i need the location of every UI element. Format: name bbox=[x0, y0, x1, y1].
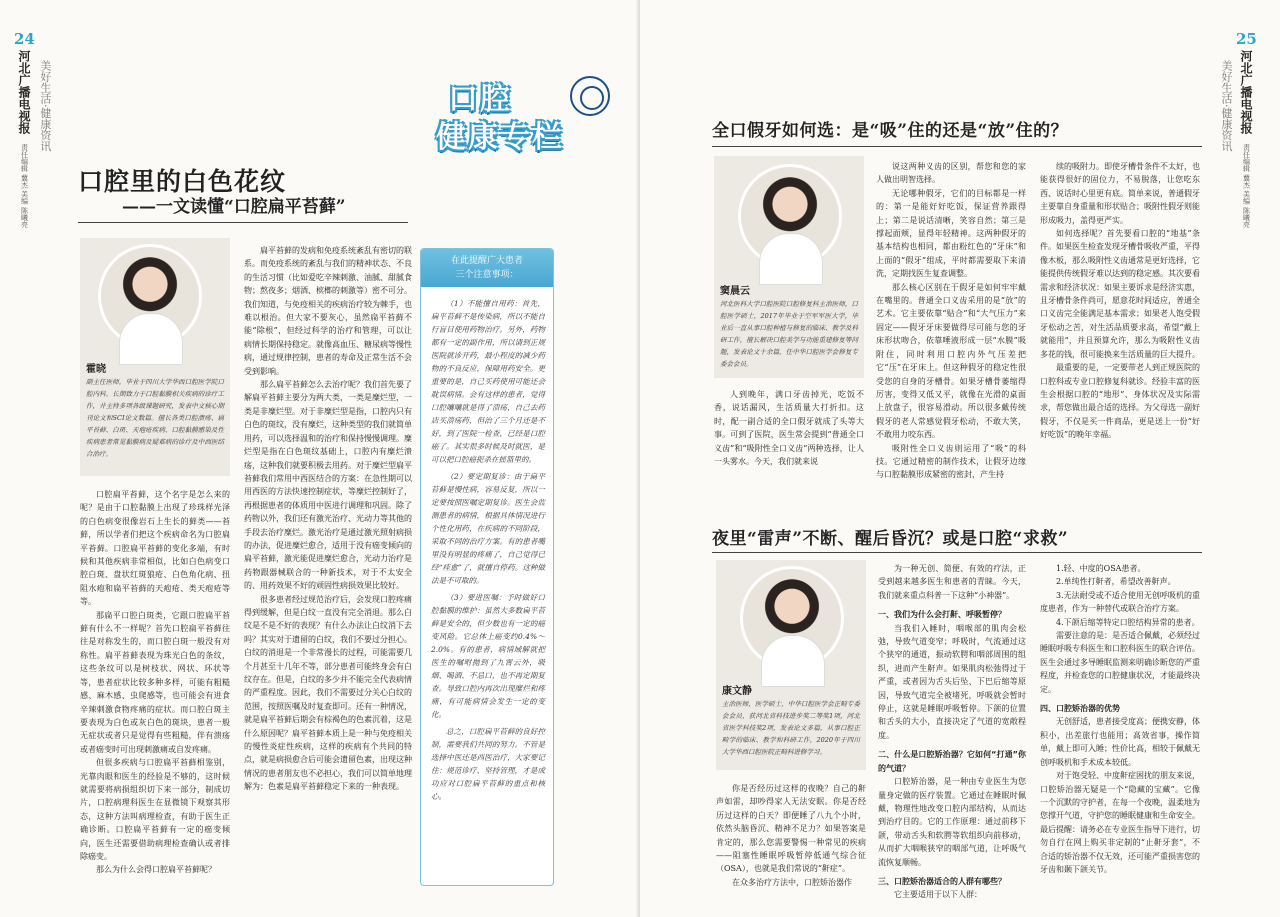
section-heading: 三、口腔矫治器适合的人群有哪些？ bbox=[878, 876, 1006, 886]
left-sidebar bbox=[14, 30, 53, 228]
paragraph: 口腔扁平苔藓，这个名字是怎么来的呢？是由于口腔黏膜上出现了珍珠样光泽的白色病变很像岩石上生长的藓类——苔藓，所以学者们把这个疾病命名为口腔扁平苔藓。口腔扁平苔藓的变化多端，有时候和其他疾病非常相似，比如白色病变口腔白斑、盘状红斑狼疮、白色角化病、扭阻水疱和扁平苔藓的天疱疮、类天疱疮等等。 bbox=[80, 490, 230, 607]
article2-col1 bbox=[716, 782, 866, 894]
list-item: 4.下颌后缩等特定口腔结构异常的患者。 bbox=[1056, 617, 1200, 627]
author-name: 窦晨云 bbox=[720, 286, 750, 297]
tips-head-line1: 在此提醒广大患者 bbox=[450, 256, 523, 266]
logo-line2: 健康专栏 bbox=[436, 120, 564, 155]
title-rule bbox=[78, 222, 408, 223]
paragraph: 最重要的是，一定要带老人到正规医院的口腔科或专业口腔修复科就诊。经验丰富的医生会根据口腔的“地形”、身体状况及实际需求，帮您做出最合适的选择。为父母选一副好假牙，不仅是买一件商品，更是送上一份“好好吃饭”的晚年幸福。 bbox=[1040, 363, 1200, 440]
paragraph: 很多患者经过规范治疗后，会发现口腔疼痛得到缓解，但是白纹一直没有完全消退。那么白纹是不是不好的表现？有什么办法让白纹消下去吗？其实对于遗留的白纹，我们不要过分担心。白纹的消退是一个非常漫长的过程，可能需要几个月甚至十几年不等，部分患者可能终身会有白纹存在。但是，白纹的多少并不能完全代表病情的严重程度。因此，我们不需要过分关心白纹的范围，按照医嘱及时复查即可。还有一种情况，就是扁平苔藓后期会有棕褐色的色素沉着，这是什么原因呢？扁平苔藓本质上是一种与免疫相关的慢性炎症性疾病，这样的疾病有个共同的特点，就是病损愈合后可能会遗留色素，出现这种情况的患者朋友也不必担心，我们可以简单地理解为：色素是扁平苔藓稳定下来的一种表现。 bbox=[244, 594, 412, 792]
tips-header bbox=[421, 249, 553, 287]
paragraph: 那扁平口腔白斑类，它跟口腔扁平苔藓有什么不一样呢？首先口腔扁平苔藓往往是对称发生的，而口腔白斑一般没有对称性。扁平苔藓表现为珠光白色的条纹，这些条纹可以是树枝状、网状、环状等等，患者症状比较多种多样，可能有粗糙感、麻木感、虫爬感等，也可能会有进食辛辣刺激食物疼痛的症状。而口腔白斑主要表现为白色或灰白色的斑块，患者一般无症状或者只是觉得有些粗糙，伴有溃疡或者癌变时可出现刺激痛或自发疼痛。 bbox=[80, 610, 230, 754]
article1-col3 bbox=[1040, 160, 1200, 496]
paragraph: 那么核心区别在于假牙是如何牢牢戴在嘴里的。普通全口义齿采用的是“放”的艺术。它主要依靠“贴合”和“大气压力”来固定——假牙牙床要做得尽可能与您的牙床形状吻合，依靠唾液形成一层“水膜”吸附住，同时利用口腔内外气压差把它“压”在牙床上。但这种假牙的稳定性很受您的自身的牙槽骨。如果牙槽骨萎缩得厉害，变得又低又平，就像在光滑的桌面上放盘子，很容易滑动。所以很多戴传统假牙的老人常感觉假牙松动，不敢大笑，不敢用力咬东西。 bbox=[876, 282, 1026, 440]
article2-author-box bbox=[716, 560, 866, 770]
paragraph: 口腔矫治器，是一种由专业医生为您量身定做的医疗装置。它通过在睡眠时佩戴，物理性地改变口腔内部结构，从而达到治疗目的。它的工作原理：通过前移下颌，带动舌头和软腭等软组织向前移动，从而扩大咽喉狭窄的咽部气道，让呼吸气流恢复顺畅。 bbox=[878, 777, 1026, 867]
right-sidebar bbox=[1218, 30, 1257, 228]
left-col2 bbox=[244, 244, 412, 892]
section-heading: 一、我们为什么会打鼾、呼吸暂停？ bbox=[878, 610, 1006, 620]
paper-name: 河北广播电视报 bbox=[16, 50, 31, 134]
tip-item: 总之，口腔扁平苔藓的良好控制，需要我们共同的努力。不管是选择中医还是西医治疗，大家要记住：规范诊疗、坚持管理，才是成功应对口腔扁平苔藓的重点和核心。 bbox=[431, 727, 545, 801]
author-name: 康文静 bbox=[722, 686, 752, 697]
paragraph: 当我们入睡时，咽喉部的肌肉会松弛，导致气道变窄；呼吸时，气流通过这个狭窄的通道，振动软腭和咽部周围的组织，进而产生鼾声。如果肌肉松弛得过于严重，或者因为舌头后坠、下巴后缩等原因，导致气道完全被堵死，呼吸就会暂时停止，这就是睡眠呼吸暂停。下颌的位置和舌头的大小，直接决定了气道的宽敞程度。 bbox=[878, 623, 1026, 740]
column-logo bbox=[430, 74, 590, 160]
list-item: 2.单纯性打鼾者，希望改善鼾声。 bbox=[1056, 577, 1176, 587]
editors: 责任编辑 冀杰 美编 陈曦亮 bbox=[1242, 144, 1251, 228]
column-name: 美好生活·健康资讯 bbox=[1220, 60, 1233, 152]
tip-item: （2）要定期复诊：由于扁平苔藓是慢性病，容易反复，所以一定要按照医嘱定期复诊。医生会监测患者的病情，根据具体情况进行个性化用药，在疾病的不同阶段，采取不同的治疗方案。有的患者嘴里没有明显的疼痛了，自己觉得已经“痊愈”了，就擅自停药。这种做法是不可取的。 bbox=[431, 472, 545, 585]
left-col1 bbox=[80, 488, 230, 893]
tips-body bbox=[431, 297, 545, 877]
list-item: 3.无法耐受或不适合使用无创呼吸机的重度患者，作为一种替代或联合治疗方案。 bbox=[1040, 590, 1200, 614]
section-heading: 二、什么是口腔矫治器？它如何“打通”你的气道？ bbox=[878, 750, 1026, 773]
tips-box bbox=[420, 248, 554, 886]
page-number: 24 bbox=[14, 30, 35, 48]
page-number: 25 bbox=[1236, 30, 1257, 48]
article2-rule bbox=[712, 552, 1202, 553]
article1-author-box bbox=[714, 156, 864, 378]
tip-item: （3）要进医嘱：予时做好口腔黏膜的维护：虽然大多数扁平苔藓是安全的，但少数也有一定的癌变风险。它总体上癌变约0.4%～2.0%。有的患者，病情域解就把医生的嘱咐抛到了九霄云外，吸烟、喝酒、不忌口，也不再定期复查。导致口腔内再次出现糜烂和疼痛，有可能病情会发生一定的变化。 bbox=[431, 593, 545, 719]
article2-col2 bbox=[878, 562, 1026, 900]
logo-line1: 口腔 bbox=[448, 82, 512, 117]
paragraph: 但很多疾病与口腔扁平苔藓相鉴别，光靠肉眼和医生的经验是不够的，这时候就需要将病损组织切下来一部分，制成切片，口腔病理科医生在显微镜下观察其形态，这种方法叫病理检查，有助于医生正确诊断。口腔扁平苔藓有一定的癌变倾向，医生还需要借助病理检查确认或者排除癌变。 bbox=[80, 758, 230, 861]
paragraph: 人到晚年，满口牙齿掉光，吃饭不香，说话漏风，生活质量大打折扣。这时，配一副合适的全口假牙就成了头等大事。可到了医院，医生常会提到“普通全口义齿”和“吸附性全口义齿”两种选择，让人一头雾水。今天，我们就来说 bbox=[714, 390, 864, 467]
author-photo bbox=[738, 164, 842, 268]
author-bio: 副主任医师，毕业于四川大学华西口腔医学院口腔内科。长期致力于口腔黏膜相关疾病的诊疗工作，并主持多项各级课题研究，发表中文核心期刊论文和SCI论文数篇。擅长各类口腔溃疡、扁平苔藓、白斑、天疱疮疾病、口腔黏膜感染及性疾病患者常见黏膜病及疑难病的诊疗及中西医结合治疗。 bbox=[86, 378, 224, 458]
paragraph: 那么为什么会得口腔扁平苔藓呢？ bbox=[96, 865, 216, 875]
author-box bbox=[80, 238, 230, 476]
paragraph: 在众多治疗方法中，口腔矫治器作 bbox=[732, 877, 852, 887]
paragraph: 无论哪种假牙，它们的目标都是一样的：第一是能好好吃饭，保证营养跟得上；第二是说话清晰，笑容自然；第三是撑起面颊，显得年轻精神。这两种假牙的基本结构也相同，都由粉红色的“牙床”和上面的“假牙”组成，平时都需要取下来清洗，定期找医生复查调整。 bbox=[876, 188, 1026, 279]
article1-col1 bbox=[714, 388, 864, 496]
article-subtitle: ——一文读懂“口腔扁平苔藓” bbox=[122, 197, 346, 217]
paragraph: 它主要适用于以下人群： bbox=[894, 890, 982, 900]
article-title: 口腔里的白色花纹 bbox=[78, 167, 287, 196]
author-bio: 河北医科大学口腔医院口腔修复科主治医师，口腔医学硕士，2017年毕业于空军军医大学，毕业后一直从事口腔种植与修复的临床、教学及科研工作，擅长解决口腔美学与功能重建修复等问题，发表论文十余篇，任中华口腔医学会修复专委会会员。 bbox=[720, 300, 858, 368]
tip-item: （1）不能擅自用药：首先，扁平苔藓不是传染病，所以不能自行盲目使用药物治疗。另外，药物都有一定的副作用，所以请到正规医院就诊开药，最小程度的减少药物的不良反应，保障用药安全。更重要的是，自己买药使用可能还会耽误病情。会有这样的患者，觉得口腔嚷嚷就是得了溃疡，自己去药店买溃疡药，但治了三个月还是不好，到了医院一检查，已经是口腔癌了。其实很多时候及时就医，是可以把口腔癌扼杀在摇篮里的。 bbox=[431, 299, 545, 464]
paragraph: 扁平苔藓的发病和免疫系统紊乱有密切的联系。而免疫系统的紊乱与我们的精神状态、不良的生活习惯（比如爱吃辛辣刺激、油腻、甜腻食物；熬夜多；烟酒、槟榔的刺激等）密不可分。我们知道，与免疫相关的疾病治疗较为棘手，也难以根治。但大家不要灰心，虽然扁平苔藓不能“除根”，但经过科学的治疗和管理，可以让病情长期保持稳定。就像高血压、糖尿病等慢性病，通过规律控制，患者的寿命及正常生活不会受到影响。 bbox=[244, 246, 412, 376]
paragraph: 续的吸附力。即使牙槽骨条件不太好，也能获得很好的固位力，不易脱落，让您吃东西、说话时心里更有底。简单来说，普通假牙主要靠自身重量和形状贴合；吸附性假牙则能形成吸力，盖得更严实。 bbox=[1040, 162, 1200, 225]
paragraph: 吸附性全口义齿则运用了“吸”的科技。它通过精密的制作技术，让假牙边缘与口腔黏膜形成紧密的密封，产生持 bbox=[876, 443, 1026, 480]
paragraph: 如何选择呢？首先要看口腔的“地基”条件。如果医生检查发现牙槽骨吸收严重，平得像木板，那么吸附性义齿通常是更好选择，它能提供传统假牙难以达到的稳定感。其次要看需求和经济状况：如果主要诉求是经济实惠，且牙槽骨条件尚可，愿意花时间适应，普通全口义齿完全能满足基本需求；如果老人饱受假牙松动之苦，对生活品质要求高，希望“戴上就能用”，并且预算允许，那么为吸附性义齿多花的钱，很可能换来生活质量的巨大提升。 bbox=[1040, 229, 1200, 359]
author-name: 霍晓 bbox=[86, 364, 106, 375]
section-heading: 四、口腔矫治器的优势 bbox=[1040, 704, 1120, 714]
article1-col2 bbox=[876, 160, 1026, 496]
article2-title: 夜里“雷声”不断、醒后昏沉？或是口腔“求救” bbox=[712, 529, 1069, 549]
author-bio: 主治医师，医学硕士，中华口腔医学会正畸专委会会员，获河北省科技进步奖二等奖1项，河北省医学科技奖2项，发表论文多篇，从事口腔正畸学的临床、教学和科研工作，2020年于四川大学华西口腔医院正畸科进修学习。 bbox=[722, 700, 860, 756]
article1-rule bbox=[712, 146, 1202, 147]
author-photo bbox=[740, 566, 844, 670]
paragraph: 为一种无创、简便、有效的疗法，正受到越来越多医生和患者的青睐。今天，我们就来重点科普一下这种“小神器”。 bbox=[878, 564, 1026, 600]
paragraph: 那么扁平苔藓怎么去治疗呢？我们首先要了解扁平苔藓主要分为两大类，一类是糜烂型，一类是非糜烂型。对于非糜烂型是指，口腔内只有白色的斑纹，没有糜烂，这种类型的我们就简单用药，可以选择温和的治疗和保持慢慢调理。糜烂型是指在白色斑纹基础上，口腔内有糜烂溃疡，这种我们就要积极去用药。对于糜烂型扁平苔藓我们常用中西医结合的方案：在急性期可以用西医的方法快速控制症状，等糜烂控制好了，再根据患者的体质用中医进行调理和巩固。除了药物以外，我们还有激光治疗、光动力等其他的手段去治疗糜烂。激光治疗是通过激光照射病损的办法，促进糜烂愈合，适用于没有癌变倾向的扁平苔藓，激光能促进糜烂愈合，光动力治疗是药物跟器械联合的一种新技术，对于不太安全的、用药效果不好的顽固性病损效果比较好。 bbox=[244, 380, 412, 591]
list-item: 1.轻、中度的OSA患者。 bbox=[1056, 564, 1146, 573]
paragraph: 无创舒适，患者接受度高；便携安静，体积小，出差旅行也能用；高效省事，操作简单，戴上即可入睡；性价比高，相较于佩戴无创呼吸机和手术成本较低。 bbox=[1040, 717, 1200, 767]
article1-title: 全口假牙如何选：是“吸”住的还是“放”住的？ bbox=[712, 121, 1069, 141]
hospital-seal bbox=[570, 76, 610, 116]
paper-name: 河北广播电视报 bbox=[1238, 50, 1253, 134]
paragraph: 你是否经历过这样的夜晚？自己的鼾声如雷，却吵得家人无法安眠。你是否经历过这样的白天？即便睡了八九个小时，依然头脑昏沉、精神不足力？如果答案是肯定的，那么您需要警惕一种常见的疾病——阻塞性睡眠呼吸暂停低通气综合征（OSA），也就是我们常说的“鼾症”。 bbox=[716, 784, 866, 874]
author-photo bbox=[98, 244, 202, 348]
editors: 责任编辑 冀杰 美编 陈曦亮 bbox=[20, 144, 29, 228]
right-page bbox=[640, 0, 1280, 917]
tips-head-line2: 三个注意事项： bbox=[455, 270, 519, 280]
paragraph: 说这两种义齿的区别，帮您和您的家人做出明智选择。 bbox=[876, 162, 1026, 185]
paragraph: 需要注意的是：是否适合佩戴，必须经过睡眠呼吸专科医生和口腔科医生的联合评估。医生会通过多导睡眠监测来明确诊断您的严重程度，并检查您的口腔健康状况，才能最终决定。 bbox=[1040, 631, 1200, 694]
column-name: 美好生活·健康资讯 bbox=[38, 60, 52, 152]
article2-col3 bbox=[1040, 562, 1200, 894]
paragraph: 对于饱受轻、中度鼾症困扰的朋友来说，口腔矫治器无疑是一个“隐藏的宝藏”。它像一个沉默的守护者，在每一个夜晚，温柔地为您撑开气道，守护您的睡眠健康和生命安全。最后提醒：请务必在专业医生指导下进行，切勿自行在网上购买非定制的“止鼾牙套”，不合适的矫治器不仅无效，还可能严重损害您的牙齿和颞下颌关节。 bbox=[1040, 771, 1200, 874]
